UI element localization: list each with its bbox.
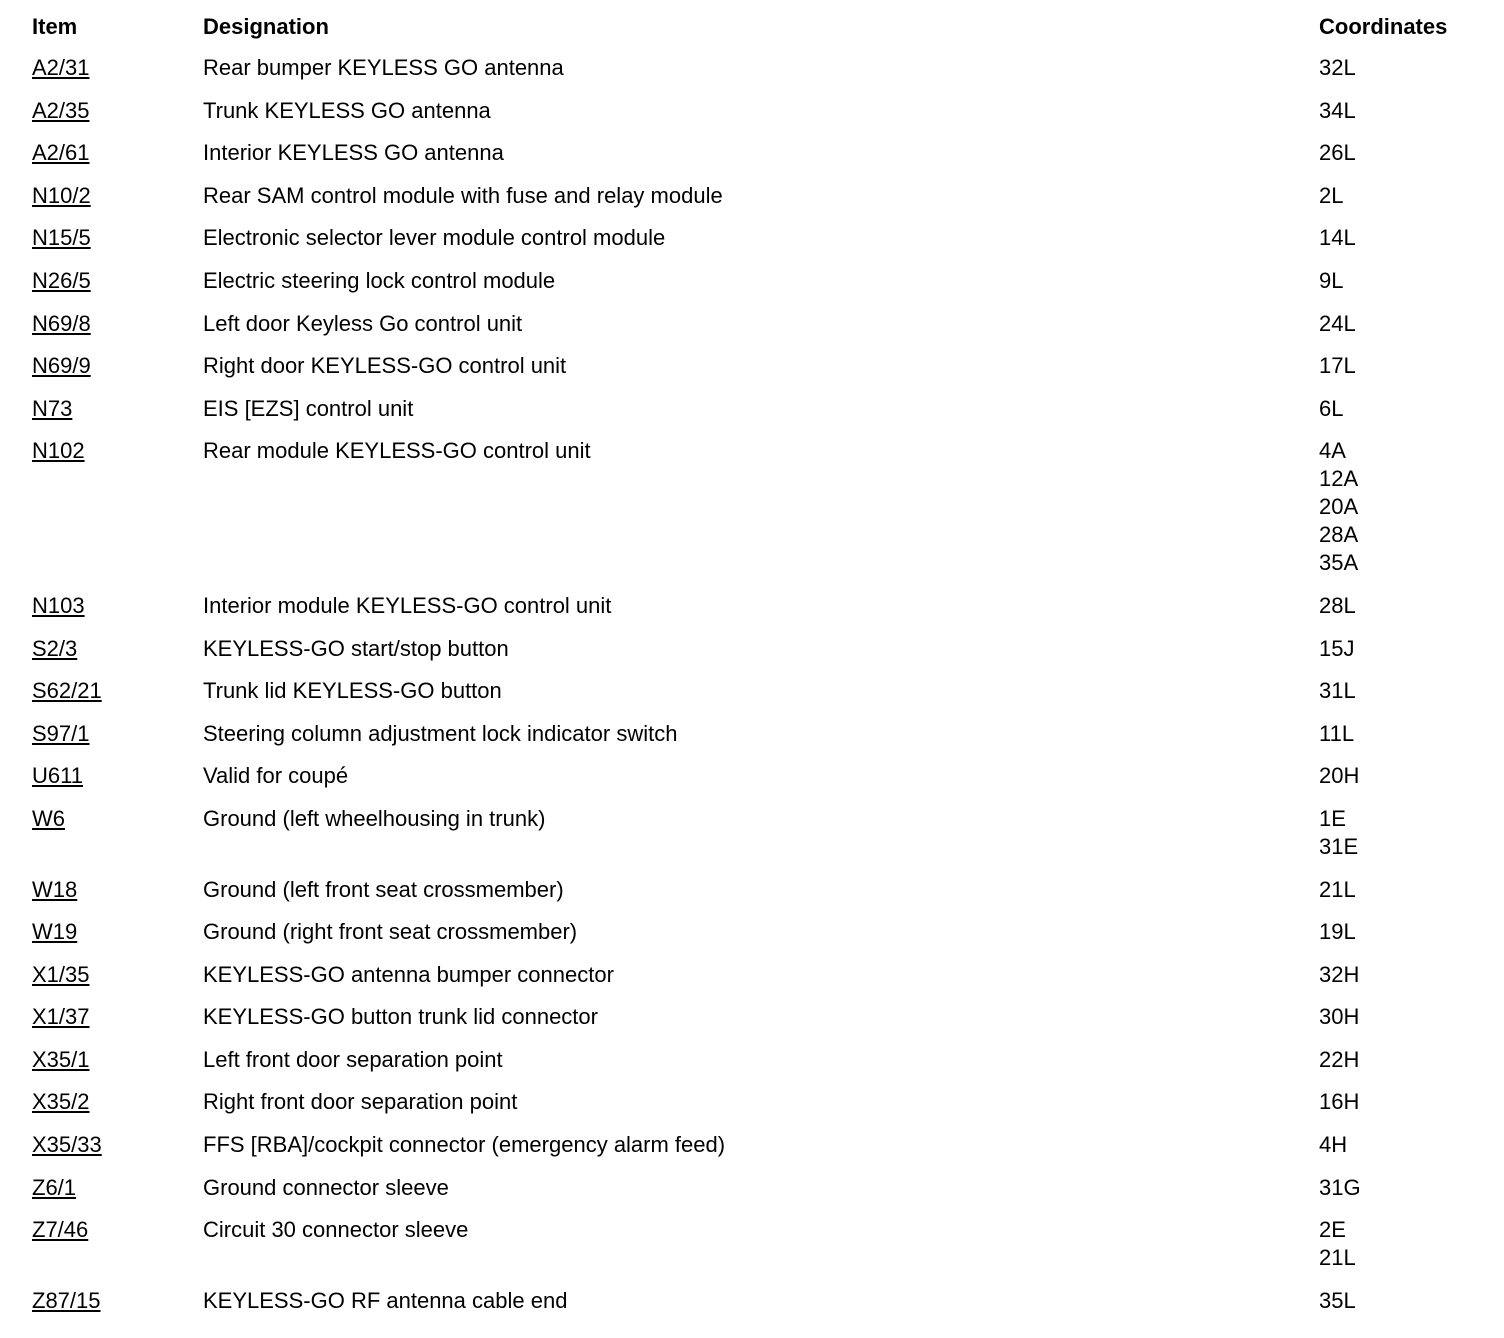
coordinate-value: 28A <box>1319 522 1359 548</box>
designation-text: Steering column adjustment lock indicator switch <box>203 720 678 746</box>
coordinates-cell <box>1319 139 1504 167</box>
coordinate-value: 9L <box>1319 267 1344 293</box>
designation-text: KEYLESS-GO start/stop button <box>203 635 509 661</box>
table-row <box>0 437 1504 592</box>
coordinate-value: 17L <box>1319 353 1356 379</box>
coordinate-value: 15J <box>1319 635 1355 661</box>
table-row <box>0 182 1504 225</box>
table-row <box>0 961 1504 1004</box>
table-row <box>0 1046 1504 1089</box>
coordinates-cell <box>1319 961 1504 989</box>
coordinate-value: 4A <box>1319 438 1346 464</box>
item-link[interactable]: N69/8 <box>32 310 91 336</box>
coordinate-value: 2L <box>1319 182 1344 208</box>
table-row <box>0 1216 1504 1287</box>
item-link[interactable]: N103 <box>32 592 85 618</box>
coordinate-value: 26L <box>1319 140 1356 166</box>
item-link[interactable]: Z6/1 <box>32 1174 77 1200</box>
item-link[interactable]: W18 <box>32 876 78 902</box>
table-row <box>0 267 1504 310</box>
coordinate-value: 21L <box>1319 876 1356 902</box>
item-link[interactable]: A2/61 <box>32 140 90 166</box>
designation-text: Rear SAM control module with fuse and relay module <box>203 182 723 208</box>
item-link[interactable]: N15/5 <box>32 225 91 251</box>
designation-text: Left front door separation point <box>203 1046 503 1072</box>
coordinate-value: 31E <box>1319 833 1359 859</box>
designation-text: KEYLESS-GO antenna bumper connector <box>203 961 614 987</box>
coordinates-cell <box>1319 592 1504 620</box>
coordinate-value: 11L <box>1319 720 1355 746</box>
coordinate-value: 35A <box>1319 550 1359 576</box>
coordinates-cell <box>1319 224 1504 252</box>
table-row <box>0 54 1504 97</box>
table-row <box>0 1003 1504 1046</box>
coordinate-value: 32H <box>1319 961 1360 987</box>
coordinate-value: 16H <box>1319 1089 1360 1115</box>
item-link[interactable]: S62/21 <box>32 678 102 704</box>
designation-text: Valid for coupé <box>203 763 349 789</box>
coordinates-cell <box>1319 395 1504 423</box>
designation-text: EIS [EZS] control unit <box>203 395 414 421</box>
designation-text: Ground (left wheelhousing in trunk) <box>203 805 546 831</box>
coordinates-cell <box>1319 182 1504 210</box>
item-link[interactable]: U611 <box>32 763 83 789</box>
coordinate-value: 14L <box>1319 225 1356 251</box>
designation-text: Interior KEYLESS GO antenna <box>203 140 504 166</box>
coordinates-cell <box>1319 1287 1504 1315</box>
coordinates-cell <box>1319 1216 1504 1272</box>
designation-text: Left door Keyless Go control unit <box>203 310 523 336</box>
coordinates-cell <box>1319 1131 1504 1159</box>
coordinates-cell <box>1319 762 1504 790</box>
designation-text: Ground (left front seat crossmember) <box>203 876 564 902</box>
table-row <box>0 677 1504 720</box>
item-link[interactable]: X35/2 <box>32 1089 90 1115</box>
coordinate-value: 12A <box>1319 466 1359 492</box>
coordinates-cell <box>1319 876 1504 904</box>
coordinate-value: 21L <box>1319 1245 1356 1271</box>
coordinate-value: 31L <box>1319 678 1356 704</box>
designation-text: FFS [RBA]/cockpit connector (emergency alarm feed) <box>203 1132 726 1158</box>
designation-text: KEYLESS-GO button trunk lid connector <box>203 1004 598 1030</box>
coordinates-cell <box>1319 1174 1504 1202</box>
coordinates-cell <box>1319 918 1504 946</box>
coordinates-cell <box>1319 720 1504 748</box>
coordinate-value: 30H <box>1319 1004 1360 1030</box>
table-row <box>0 139 1504 182</box>
item-link[interactable]: N73 <box>32 395 73 421</box>
coordinates-cell <box>1319 635 1504 663</box>
coordinate-value: 32L <box>1319 55 1356 80</box>
coordinate-value: 4H <box>1319 1132 1348 1158</box>
coordinates-cell <box>1319 805 1504 861</box>
designation-text: Ground connector sleeve <box>203 1174 449 1200</box>
designation-text: Ground (right front seat crossmember) <box>203 919 578 945</box>
item-link[interactable]: S2/3 <box>32 635 78 661</box>
designation-text: Rear module KEYLESS-GO control unit <box>203 438 591 464</box>
component-table <box>0 54 1504 1329</box>
table-row <box>0 635 1504 678</box>
coordinates-cell <box>1319 352 1504 380</box>
designation-text: Right door KEYLESS-GO control unit <box>203 353 567 379</box>
item-link[interactable]: X35/33 <box>32 1132 102 1158</box>
item-link[interactable]: A2/35 <box>32 97 90 123</box>
coordinates-cell <box>1319 1046 1504 1074</box>
designation-text: Interior module KEYLESS-GO control unit <box>203 592 612 618</box>
table-row <box>0 720 1504 763</box>
designation-text: Electric steering lock control module <box>203 267 556 293</box>
item-link[interactable]: X1/37 <box>32 1004 90 1030</box>
coordinates-cell <box>1319 54 1504 82</box>
table-row <box>0 805 1504 876</box>
coordinate-value: 31G <box>1319 1174 1361 1200</box>
table-row <box>0 97 1504 140</box>
coordinate-value: 1E <box>1319 805 1346 831</box>
item-link[interactable]: W6 <box>32 805 65 831</box>
table-row <box>0 1131 1504 1174</box>
header-item: Item <box>32 14 78 39</box>
coordinate-value: 2E <box>1319 1217 1346 1243</box>
coordinate-value: 22H <box>1319 1046 1360 1072</box>
table-header <box>0 12 1504 42</box>
designation-text: KEYLESS-GO RF antenna cable end <box>203 1287 568 1313</box>
item-link[interactable]: N26/5 <box>32 267 91 293</box>
coordinates-cell <box>1319 437 1504 577</box>
coordinate-value: 20A <box>1319 494 1359 520</box>
header-designation: Designation <box>203 14 329 39</box>
table-row <box>0 762 1504 805</box>
item-link[interactable]: X35/1 <box>32 1046 90 1072</box>
item-link[interactable]: W19 <box>32 919 78 945</box>
table-row <box>0 876 1504 919</box>
coordinates-cell <box>1319 267 1504 295</box>
table-row <box>0 1174 1504 1217</box>
table-row <box>0 395 1504 438</box>
coordinate-value: 6L <box>1319 395 1344 421</box>
coordinates-cell <box>1319 1088 1504 1116</box>
coordinate-value: 20H <box>1319 763 1360 789</box>
designation-text: Rear bumper KEYLESS GO antenna <box>203 55 564 80</box>
item-link[interactable]: Z87/15 <box>32 1287 101 1313</box>
item-link[interactable]: X1/35 <box>32 961 90 987</box>
item-link[interactable]: A2/31 <box>32 55 90 80</box>
table-row <box>0 1287 1504 1330</box>
coordinates-cell <box>1319 1003 1504 1031</box>
coordinates-cell <box>1319 677 1504 705</box>
table-row <box>0 224 1504 267</box>
table-row <box>0 592 1504 635</box>
designation-text: Trunk lid KEYLESS-GO button <box>203 678 502 704</box>
designation-text: Right front door separation point <box>203 1089 518 1115</box>
designation-text: Electronic selector lever module control module <box>203 225 666 251</box>
coordinates-cell <box>1319 97 1504 125</box>
coordinate-value: 24L <box>1319 310 1356 336</box>
item-link[interactable]: N10/2 <box>32 182 91 208</box>
item-link[interactable]: N102 <box>32 438 85 464</box>
table-row <box>0 352 1504 395</box>
table-row <box>0 1088 1504 1131</box>
coordinate-value: 35L <box>1319 1287 1356 1313</box>
coordinate-value: 28L <box>1319 592 1356 618</box>
table-row <box>0 918 1504 961</box>
coordinates-cell <box>1319 310 1504 338</box>
designation-text: Circuit 30 connector sleeve <box>203 1217 469 1243</box>
item-link[interactable]: Z7/46 <box>32 1217 89 1243</box>
designation-text: Trunk KEYLESS GO antenna <box>203 97 491 123</box>
coordinate-value: 34L <box>1319 97 1356 123</box>
coordinate-value: 19L <box>1319 919 1356 945</box>
table-row <box>0 310 1504 353</box>
header-coordinates: Coordinates <box>1319 14 1448 39</box>
item-link[interactable]: S97/1 <box>32 720 90 746</box>
item-link[interactable]: N69/9 <box>32 353 91 379</box>
